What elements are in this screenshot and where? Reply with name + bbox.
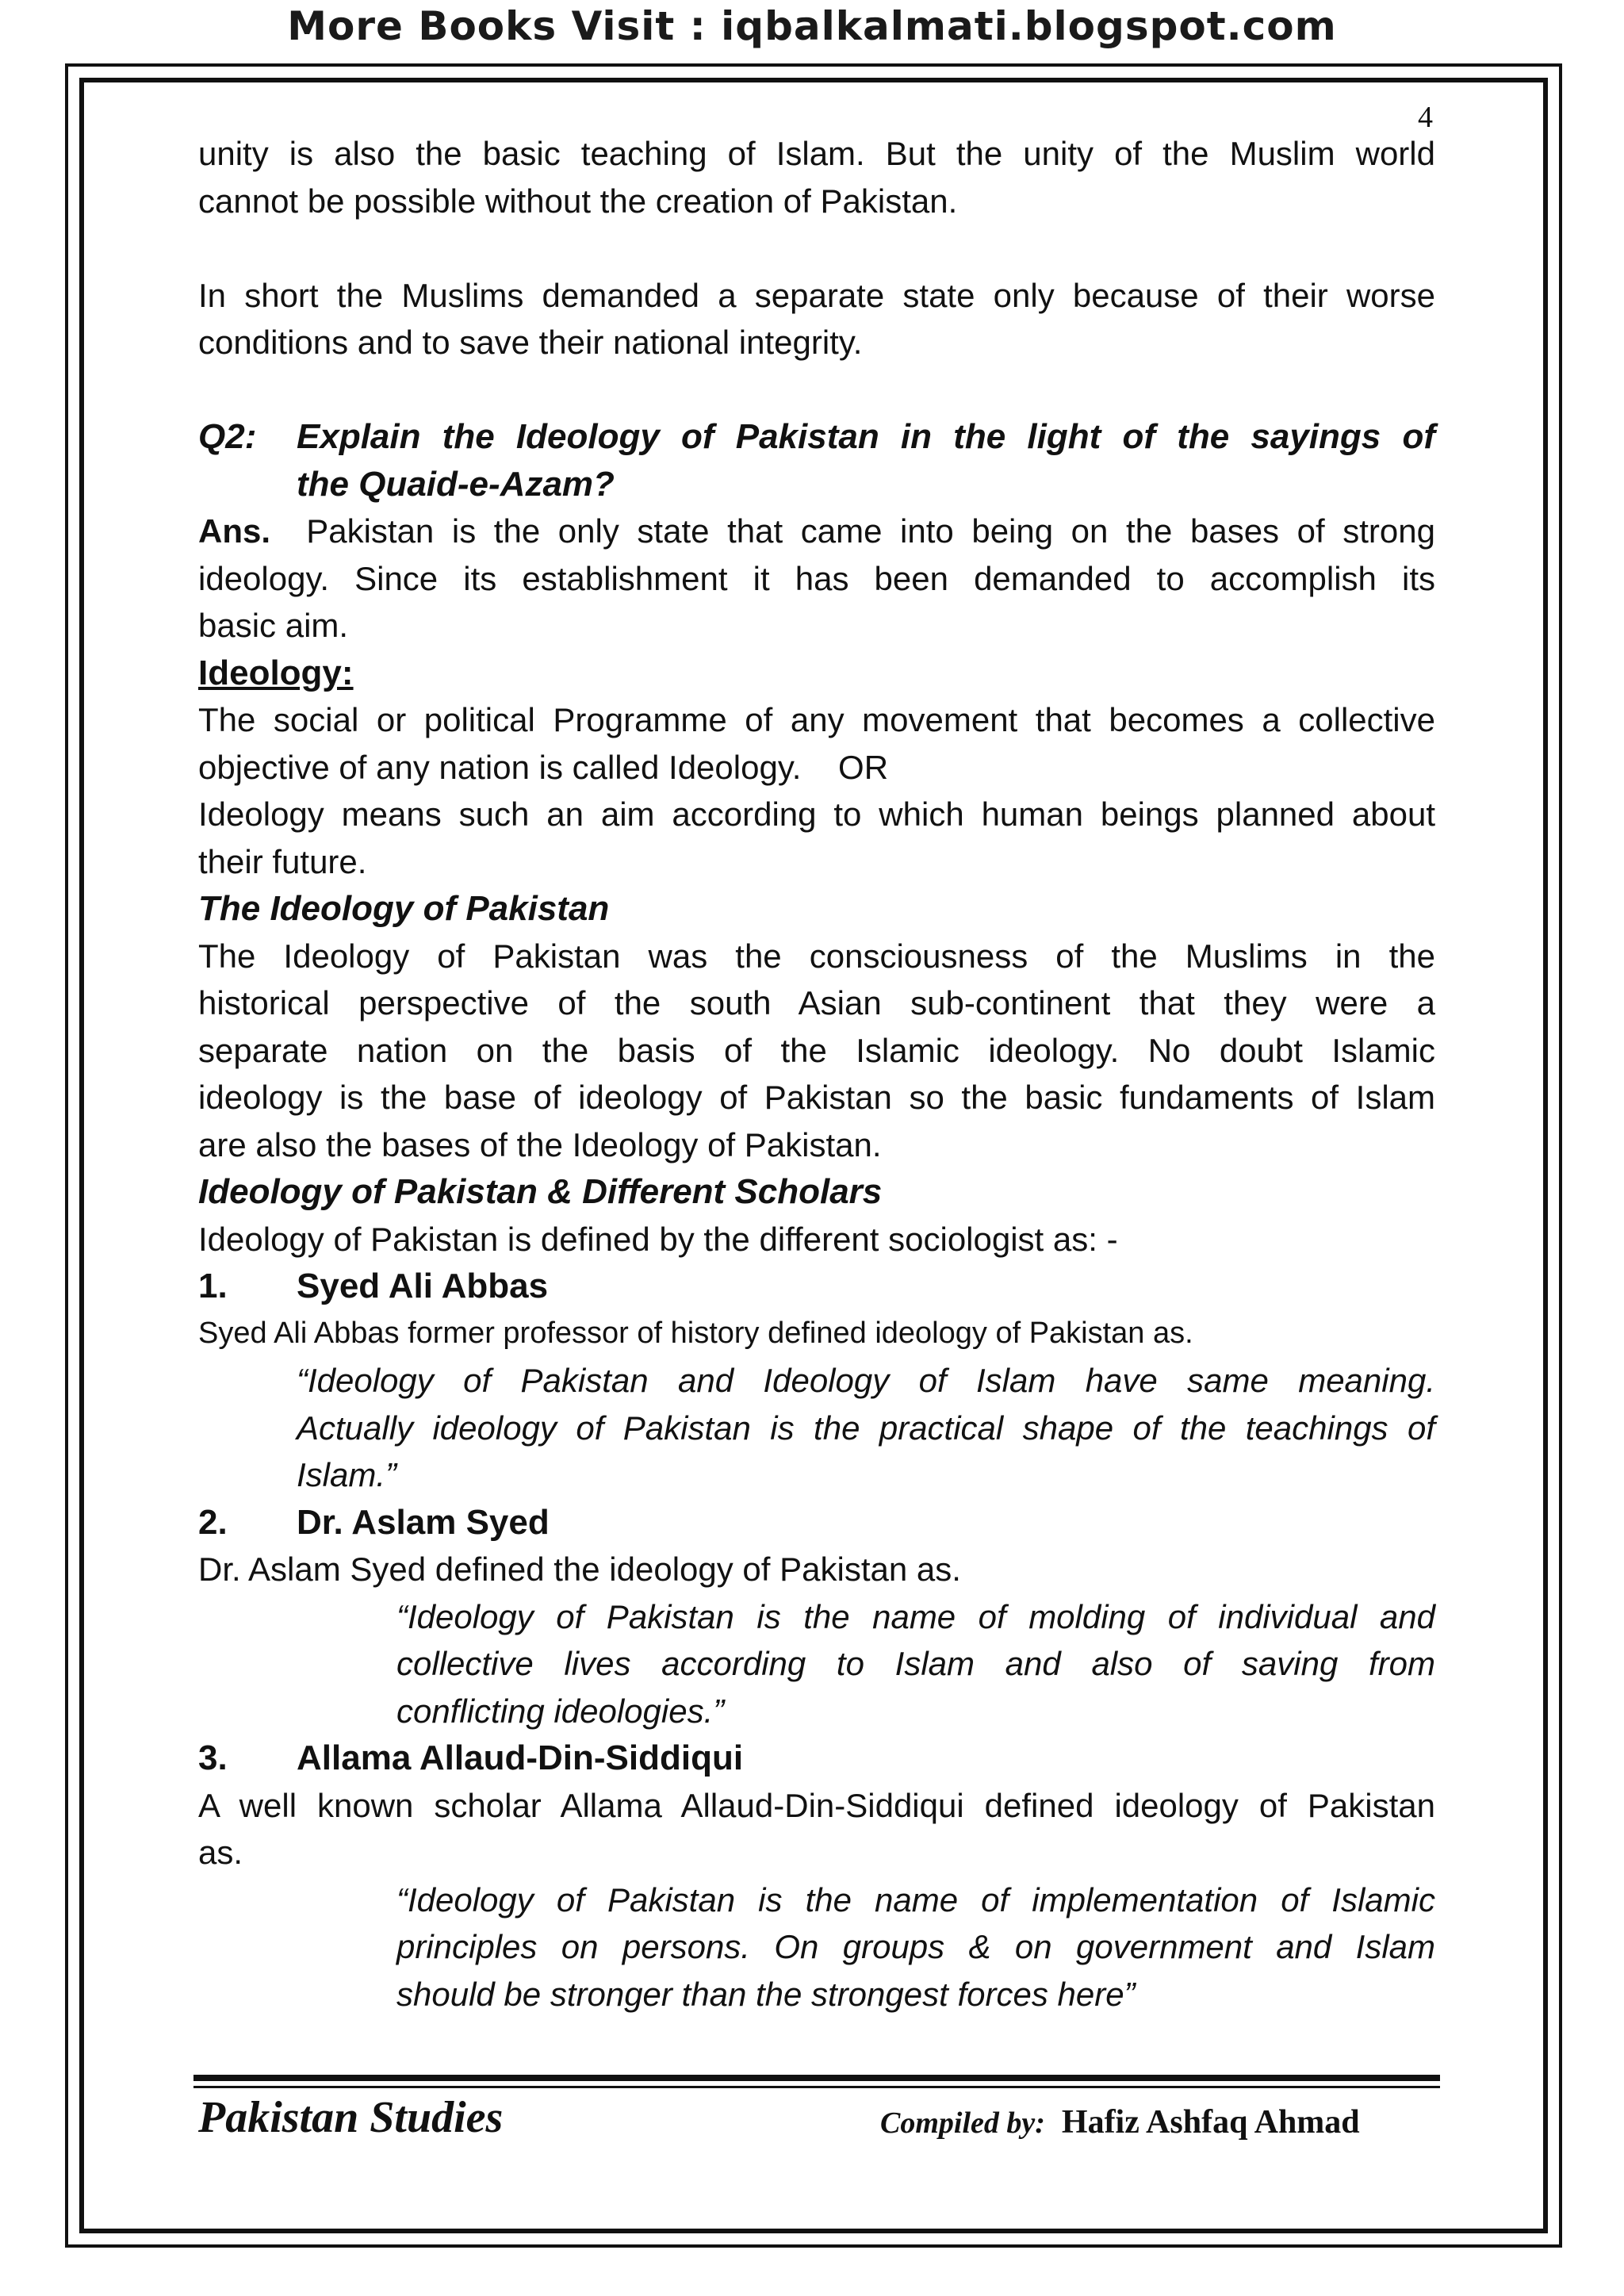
ideology-of-pakistan-line: ideology is the base of ideology of Pakistan so the basic fundaments of Islam (198, 1079, 1435, 1116)
scholar-description: A well known scholar Allama Allaud-Din-Siddiqui defined ideology of Pakistan (198, 1786, 1435, 1824)
question-line: Explain the Ideology of Pakistan in the light of the sayings of (297, 417, 1435, 456)
footer-rule-thin (193, 2086, 1440, 2088)
page-number: 4 (1418, 101, 1433, 134)
ideology-line: their future. (198, 842, 367, 880)
scholar-name: Dr. Aslam Syed (297, 1502, 550, 1542)
question-label: Q2: (198, 417, 257, 456)
spacer (198, 224, 1435, 272)
scholar-heading (198, 1263, 1435, 1310)
answer-line: basic aim. (198, 607, 349, 644)
answer-text: Pakistan is the only state that came into being on the bases of strong (306, 512, 1435, 550)
scholar-number: 1. (198, 1267, 228, 1305)
question-text (297, 413, 1435, 508)
answer-line: ideology. Since its establishment it has been demanded to accomplish its (198, 559, 1435, 597)
scholar-quote-line: “Ideology of Pakistan and Ideology of Islam have same meaning. (297, 1362, 1435, 1399)
ideology-of-pakistan-line: The Ideology of Pakistan was the consciousness of the Muslims in the (198, 937, 1435, 975)
scholar-number: 2. (198, 1502, 228, 1542)
scholar-description: Dr. Aslam Syed defined the ideology of Pakistan as. (198, 1550, 961, 1588)
scholar-quote-line: conflicting ideologies.” (396, 1692, 725, 1730)
ideology-line: Ideology means such an aim according to which human beings planned about (198, 795, 1435, 833)
scholar-quote-line: should be stronger than the strongest forces here” (396, 1975, 1136, 2013)
scholar-quote-line: “Ideology of Pakistan is the name of molding of individual and (396, 1597, 1435, 1635)
intro-line: conditions and to save their national integrity. (198, 324, 863, 361)
scholar-number: 3. (198, 1738, 228, 1777)
intro-line: unity is also the basic teaching of Islam. But the unity of the Muslim world (198, 135, 1435, 172)
footer-subject: Pakistan Studies (198, 2093, 504, 2142)
ideology-of-pakistan-heading: The Ideology of Pakistan (198, 889, 610, 928)
intro-line: cannot be possible without the creation of Pakistan. (198, 182, 958, 220)
footer-credit (880, 2103, 1360, 2141)
footer-rule-thick (193, 2075, 1440, 2081)
intro-line: In short the Muslims demanded a separate state only because of their worse (198, 276, 1435, 314)
scholar-heading (198, 1499, 1435, 1547)
scholar-name: Allama Allaud-Din-Siddiqui (297, 1738, 744, 1777)
footer-compiler-name: Hafiz Ashfaq Ahmad (1061, 2104, 1360, 2141)
answer-label: Ans. (198, 512, 271, 550)
scholar-name: Syed Ali Abbas (297, 1267, 549, 1305)
ideology-of-pakistan-line: are also the bases of the Ideology of Pakistan. (198, 1125, 882, 1163)
page-content (198, 130, 1435, 2018)
banner-text: More Books Visit : iqbalkalmati.blogspot.com (287, 3, 1337, 49)
scholar-description: as. (198, 1834, 243, 1871)
scholar-quote-line: Actually ideology of Pakistan is the practical shape of the teachings of (297, 1409, 1435, 1447)
footer-compiled-label: Compiled by: (880, 2106, 1045, 2140)
scholar-quote-line: Islam.” (297, 1456, 396, 1493)
question-line: the Quaid-e-Azam? (297, 464, 615, 504)
ideology-line: The social or political Programme of any movement that becomes a collective (198, 701, 1435, 738)
spacer (198, 366, 1435, 414)
ideology-of-pakistan-line: separate nation on the basis of the Islamic ideology. No doubt Islamic (198, 1031, 1435, 1069)
ideology-heading: Ideology: (198, 653, 354, 692)
scholars-heading: Ideology of Pakistan & Different Scholars (198, 1172, 883, 1211)
ideology-of-pakistan-line: historical perspective of the south Asian sub-continent that they were a (198, 984, 1435, 1022)
scholar-heading (198, 1734, 1435, 1782)
answer-line (198, 508, 1435, 555)
scholar-quote-line: principles on persons. On groups & on government and Islam (396, 1928, 1435, 1965)
scholar-description: Syed Ali Abbas former professor of history defined ideology of Pakistan as. (198, 1316, 1193, 1350)
scholar-quote-line: “Ideology of Pakistan is the name of implementation of Islamic (396, 1880, 1435, 1918)
scholars-intro: Ideology of Pakistan is defined by the different sociologist as: - (198, 1220, 1118, 1258)
scholar-quote-line: collective lives according to Islam and also of saving from (396, 1645, 1435, 1682)
ideology-line: objective of any nation is called Ideology. OR (198, 748, 889, 786)
question-heading (198, 413, 1435, 508)
